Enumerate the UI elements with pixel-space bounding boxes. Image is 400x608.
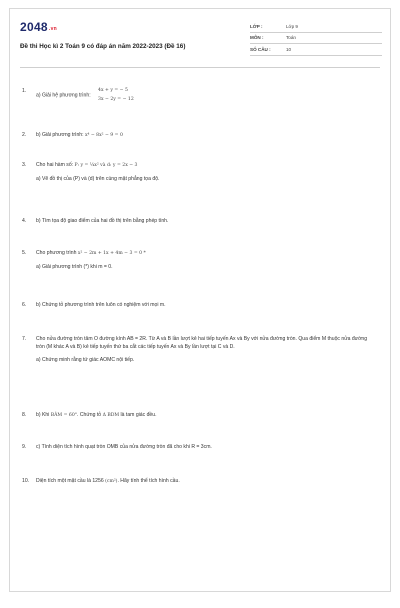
meta-row-subject: MÔN : Toán <box>250 33 382 45</box>
meta-row-class: LỚP : Lớp 9 <box>250 21 382 33</box>
exam-meta <box>250 21 382 56</box>
question-8: 8. b) Khi BÂM = 60°. Chứng tỏ Δ BDM là tam giác đều. <box>22 412 157 418</box>
header-divider <box>20 67 380 68</box>
question-3: 3. Cho hai hàm số: P: y = ¼x² và d: y = 2x − 3 a) Vẽ đồ thị của (P) và (d) trên cùng mặt phẳng tọa độ. <box>22 162 160 182</box>
site-logo[interactable]: 2048.vn <box>20 20 58 34</box>
question-5: 5. Cho phương trình x² − 2m + 1x + 4m − 3 = 0 * a) Giải phương trình (*) khi m = 0. <box>22 250 146 270</box>
question-10: 10. Diện tích một mặt cầu là 1256 (cm²). Hãy tính thể tích hình cầu. <box>22 478 180 484</box>
page-title: Đề thi Học kì 2 Toán 9 có đáp án năm 2022-2023 (Đề 16) <box>20 43 186 50</box>
question-9: 9. c) Tính diện tích hình quạt tròn OMB của nửa đường tròn đã cho khi R = 3cm. <box>22 444 212 450</box>
question-6: 6. b) Chứng tỏ phương trình trên luôn có nghiệm với mọi m. <box>22 302 166 308</box>
question-4: 4. b) Tìm tọa độ giao điểm của hai đồ thị trên bằng phép tính. <box>22 218 169 224</box>
meta-row-count: SỐ CÂU : 10 <box>250 44 382 56</box>
equation-system: 4x + y = − 5 3x − 2y = − 12 <box>98 88 134 102</box>
question-7: 7. Cho nửa đường tròn tâm O đường kính AB = 2R. Từ A và B lần lượt kẻ hai tiếp tuyến Ax và By với nửa đường tròn. Qua điểm M thuộc nửa đường tròn (M khác A và B) kẻ tiếp tuyến thứ ba cắt các tiếp tuyến Ax và By lần lượt tại C và D. a) Chứng minh rằng tứ giác AOMC nội tiếp. <box>22 336 368 363</box>
question-1: 1. a) Giải hệ phương trình: 4x + y = − 5 3x − 2y = − 12 <box>22 88 134 102</box>
document-page <box>9 8 391 592</box>
question-2: 2. b) Giải phương trình: x⁴ − 8x² − 9 = 0 <box>22 132 123 138</box>
